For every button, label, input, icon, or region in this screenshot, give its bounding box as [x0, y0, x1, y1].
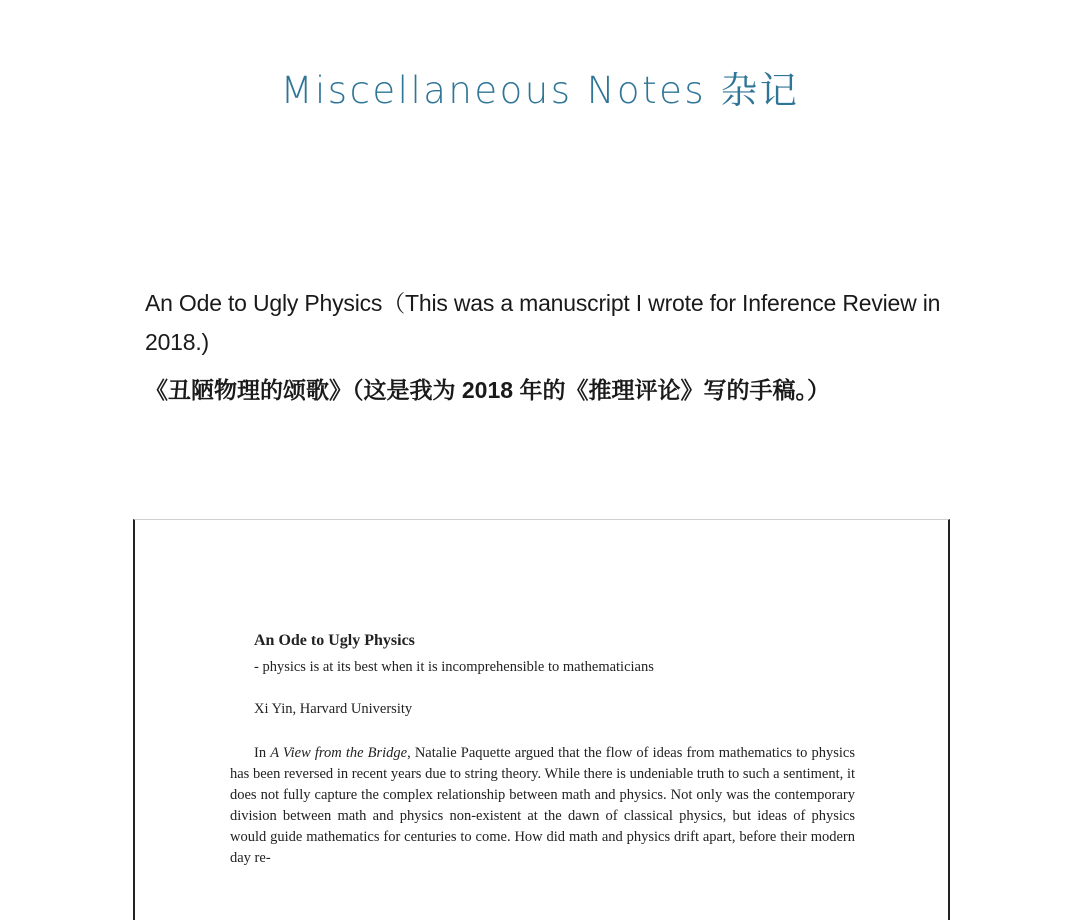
post-heading-chinese: 《丑陋物理的颂歌》（这是我为 2018 年的《推理评论》写的手稿。） [145, 377, 830, 403]
manuscript-image [133, 519, 950, 920]
manuscript-body [230, 743, 855, 869]
post-heading-english: An Ode to Ugly Physics（This was a manuscript I wrote for Inference Review in 2018.) [145, 290, 941, 355]
manuscript-page [230, 630, 855, 869]
body-italic-title: A View from the Bridge [270, 745, 408, 761]
body-prefix: In [254, 745, 271, 761]
body-rest: , Natalie Paquette argued that the flow of ideas from mathematics to physics has been reversed in recent years due to string theory. While there is undeniable truth to such a sentiment, it does not fully capture the complex relationship between math and physics. Not only was the contemporary division between math and physics non-existent at the dawn of classical physics, but ideas of physics would guide mathematics for centuries to come. How did math and physics drift apart, before their modern day re- [230, 745, 855, 866]
manuscript-author: Xi Yin, Harvard University [254, 701, 413, 717]
post-intro [145, 284, 945, 406]
manuscript-subtitle: - physics is at its best when it is incomprehensible to mathematicians [254, 659, 654, 675]
manuscript-title: An Ode to Ugly Physics [254, 632, 415, 649]
site-title[interactable]: Miscellaneous Notes 杂记 [280, 68, 800, 112]
